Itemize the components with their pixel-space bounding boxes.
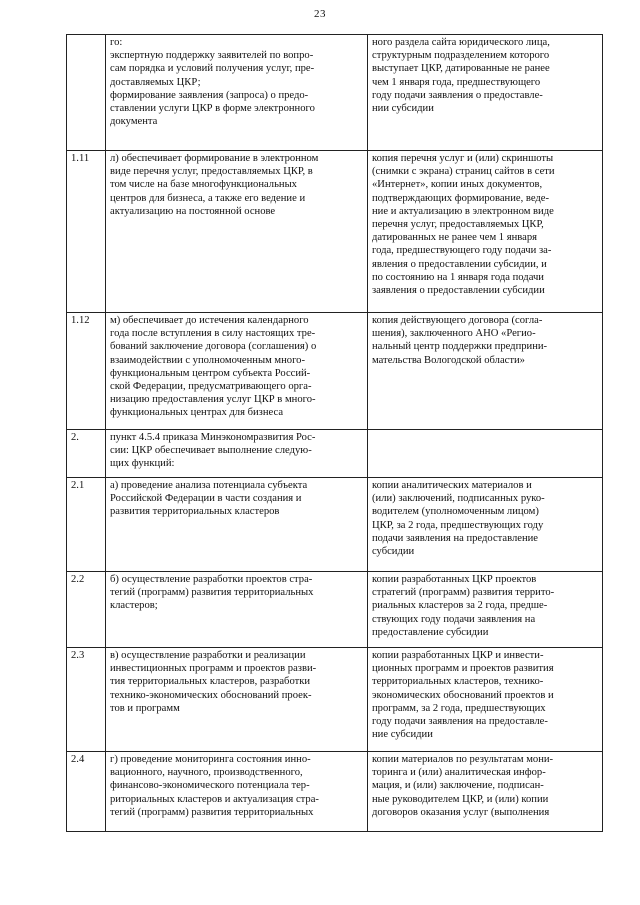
requirement-cell: б) осуществление разработки проектов стра- тегий (программ) развития территориальных кластеров; (106, 572, 368, 648)
requirement-cell: л) обеспечивает формирование в электронном виде перечня услуг, предоставляемых ЦКР, в том числе на базе многофункциональных центров для бизнеса, а также его ведение и актуализацию на постоянной основе (106, 151, 368, 313)
document-cell: копия действующего договора (согла- шения), заключенного АНО «Регио- нальный центр поддержки предприни- мательства Вологодской области» (368, 313, 603, 430)
requirement-cell: м) обеспечивает до истечения календарного года после вступления в силу настоящих тре- бований заключение договора (соглашения) о взаимодействии с уполномоченным много- функциональным центром субъекта Россий- ской Федерации, предусматривающего орга- низацию предоставления услуг ЦКР в много- функциональных центрах для бизнеса (106, 313, 368, 430)
table-row (67, 478, 603, 572)
document-cell: копии аналитических материалов и (или) заключений, подписанных руко- водителем (уполномоченным лицом) ЦКР, за 2 года, предшествующих году подачи заявления на предоставление субсидии (368, 478, 603, 572)
document-cell: копия перечня услуг и (или) скриншоты (снимки с экрана) страниц сайтов в сети «Интернет», копии иных документов, подтверждающих формирование, веде- ние и актуализацию в электронном виде перечня услуг, предоставляемых ЦКР, датированных не ранее чем 1 января года, предшествующего году подачи за- явления о предоставлении субсидии, и по состоянию на 1 января года подачи заявления о предоставлении субсидии (368, 151, 603, 313)
table-row (67, 35, 603, 151)
requirement-cell: г) проведение мониторинга состояния инно- вационного, научного, производственного, финансово-экономического потенциала тер- риториальных кластеров и актуализация стра- тегий (программ) развития территориальных (106, 752, 368, 832)
document-cell: копии материалов по результатам мони- торинга и (или) аналитическая инфор- мация, и (или) заключение, подписан- ные руководителем ЦКР, и (или) копии договоров оказания услуг (выполнения (368, 752, 603, 832)
requirement-cell: пункт 4.5.4 приказа Минэкономразвития Рос- сии: ЦКР обеспечивает выполнение следую- щих функций: (106, 430, 368, 478)
table-row (67, 572, 603, 648)
row-number (67, 35, 106, 151)
row-number: 2.3 (67, 648, 106, 752)
row-number: 2.4 (67, 752, 106, 832)
row-number: 2. (67, 430, 106, 478)
row-number: 2.2 (67, 572, 106, 648)
table-row (67, 648, 603, 752)
requirements-table (66, 34, 603, 832)
table-row (67, 752, 603, 832)
row-number: 1.11 (67, 151, 106, 313)
table-row (67, 151, 603, 313)
requirement-cell: а) проведение анализа потенциала субъекта Российской Федерации в части создания и развития территориальных кластеров (106, 478, 368, 572)
table-row (67, 430, 603, 478)
row-number: 2.1 (67, 478, 106, 572)
document-cell (368, 430, 603, 478)
document-cell: ного раздела сайта юридического лица, структурным подразделением которого выступает ЦКР, датированные не ранее чем 1 января года, предшествующего году подачи заявления о предоставле- нии субсидии (368, 35, 603, 151)
document-cell: копии разработанных ЦКР проектов стратегий (программ) развития террито- риальных кластеров за 2 года, предше- ствующих году подачи заявления на предоставление субсидии (368, 572, 603, 648)
page-number: 23 (314, 8, 326, 20)
requirement-cell: в) осуществление разработки и реализации инвестиционных программ и проектов разви- тия территориальных кластеров, разработки технико-экономических обоснований проек- тов и программ (106, 648, 368, 752)
document-cell: копии разработанных ЦКР и инвести- ционных программ и проектов развития территориальных кластеров, технико- экономических обоснований проектов и программ, за 2 года, предшествующих году подачи заявления на предоставле- ние субсидии (368, 648, 603, 752)
requirement-cell: го: экспертную поддержку заявителей по вопро- сам порядка и условий получения услуг, пре- доставляемых ЦКР; формирование заявления (запроса) о предо- ставлении услуги ЦКР в форме электронного документа (106, 35, 368, 151)
row-number: 1.12 (67, 313, 106, 430)
table-row (67, 313, 603, 430)
